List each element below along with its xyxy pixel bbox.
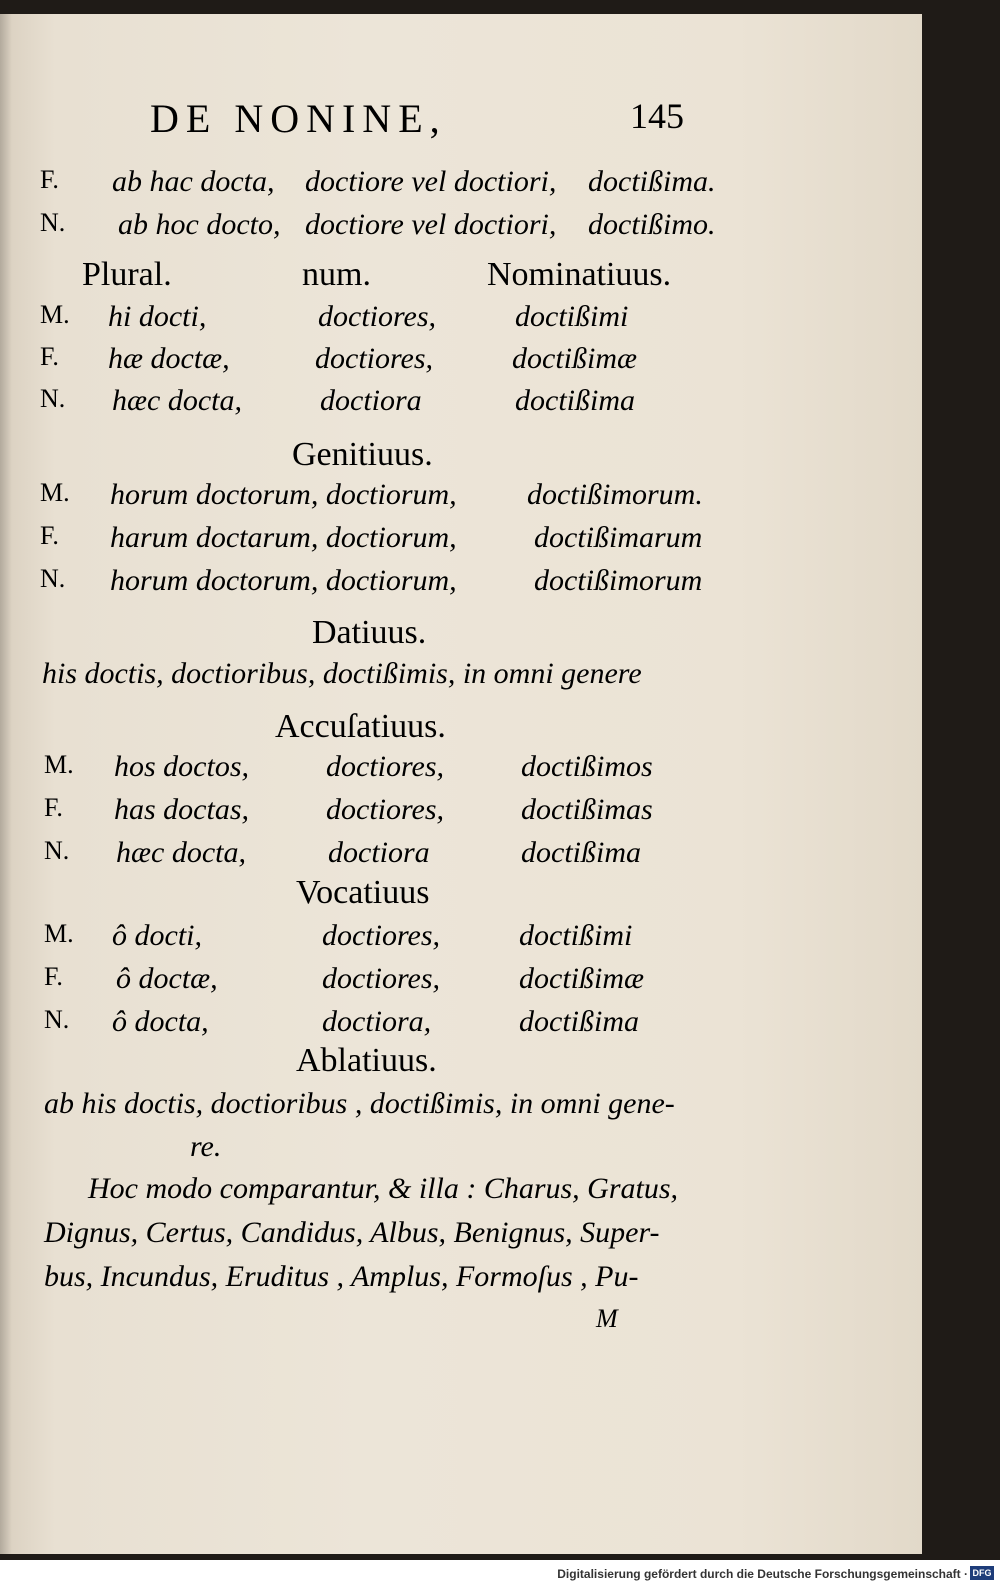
digitization-footer [0,1560,1000,1588]
form-comparative: doctiora [320,384,422,417]
gender-label: F. [40,342,59,371]
form-superlative: doctißimorum. [527,478,703,511]
form-positive: ô docti, [112,919,202,952]
form-positive: ô doctæ, [116,962,218,995]
table-row [40,384,740,428]
form-superlative: doctißimo. [588,208,716,241]
gender-label: N. [44,836,70,865]
gender-label: N. [44,1005,70,1034]
table-row [40,521,750,565]
form-positive-comparative: horum doctorum, doctiorum, [110,478,457,511]
form-superlative: doctißima [521,836,641,869]
case-heading-accusativus: Accuſatiuus. [275,708,446,745]
form-positive: hæc docta, [112,384,242,417]
dfg-logo-icon: DFG [970,1566,994,1580]
gender-label: F. [44,962,63,991]
form-superlative: doctißimæ [519,962,644,995]
form-superlative: doctißimarum [534,521,703,554]
gender-label: N. [40,208,66,237]
form-positive: ab hac docta, [112,165,275,198]
form-superlative: doctißimorum [534,564,703,597]
running-title: DE NONINE, [150,96,447,141]
form-comparative: doctiores, [315,342,434,375]
form-positive-comparative: horum doctorum, doctiorum, [110,564,457,597]
gender-label: M. [44,919,74,948]
table-row [44,793,744,837]
gender-label: N. [40,384,66,413]
gender-label: N. [40,564,66,593]
gender-label: F. [40,521,59,550]
form-superlative: doctißima [515,384,635,417]
form-positive: hæc docta, [116,836,246,869]
form-superlative: doctißimi [519,919,633,952]
form-positive: hos doctos, [114,750,249,783]
form-comparative: doctiore vel doctiori, [305,208,557,241]
form-positive: ô docta, [112,1005,209,1038]
paragraph-line: Hoc modo comparantur, & illa : Charus, Gratus, [88,1172,679,1205]
form-superlative: doctißimi [515,300,629,333]
gender-label: F. [40,165,59,194]
page-gutter-shadow [0,14,12,1554]
form-comparative: doctiores, [322,919,441,952]
ablativus-line-continued: re. [190,1130,222,1163]
form-comparative: doctiores, [326,750,445,783]
form-comparative: doctiora, [322,1005,432,1038]
case-heading-dativus: Datiuus. [312,614,427,651]
form-positive: hi docti, [108,300,207,333]
table-row [40,478,750,522]
gender-label: M. [44,750,74,779]
table-row [44,750,744,794]
ablativus-line: ab his doctis, doctioribus , doctißimis, in omni gene- [44,1087,675,1120]
form-positive-comparative: harum doctarum, doctiorum, [110,521,457,554]
catchword: M [596,1304,618,1333]
plural-label: Plural. [82,256,172,293]
paragraph-line: Dignus, Certus, Candidus, Albus, Benignus, Super- [44,1216,660,1249]
form-comparative: doctiores, [322,962,441,995]
form-superlative: doctißima. [588,165,716,198]
case-heading-genitivus: Genitiuus. [292,436,433,473]
table-row [40,564,750,608]
form-positive: hæ doctæ, [108,342,230,375]
dativus-line: his doctis, doctioribus, doctißimis, in omni genere [42,657,642,690]
paragraph-line: bus, Incundus, Eruditus , Amplus, Formoſus , Pu- [44,1260,639,1293]
case-heading-vocativus: Vocatiuus [296,874,430,911]
form-comparative: doctiore vel doctiori, [305,165,557,198]
form-comparative: doctiora [328,836,430,869]
page-number: 145 [630,96,684,136]
footer-credit: Digitalisierung gefördert durch die Deutsche Forschungsgemeinschaft · [557,1567,968,1581]
form-comparative: doctiores, [326,793,445,826]
gender-label: M. [40,300,70,329]
table-row [40,165,760,209]
form-positive: has doctas, [114,793,249,826]
case-heading-ablativus: Ablatiuus. [296,1042,437,1079]
table-row [44,962,744,1006]
form-superlative: doctißimas [521,793,653,826]
table-row [40,342,740,386]
table-row [40,300,740,344]
form-superlative: doctißimæ [512,342,637,375]
form-superlative: doctißimos [521,750,653,783]
form-comparative: doctiores, [318,300,437,333]
table-row [40,208,760,252]
case-heading-nominativus: Nominatiuus. [487,256,672,293]
form-superlative: doctißima [519,1005,639,1038]
gender-label: F. [44,793,63,822]
form-positive: ab hoc docto, [118,208,281,241]
gender-label: M. [40,478,70,507]
table-row [44,919,744,963]
number-label: num. [302,256,371,293]
